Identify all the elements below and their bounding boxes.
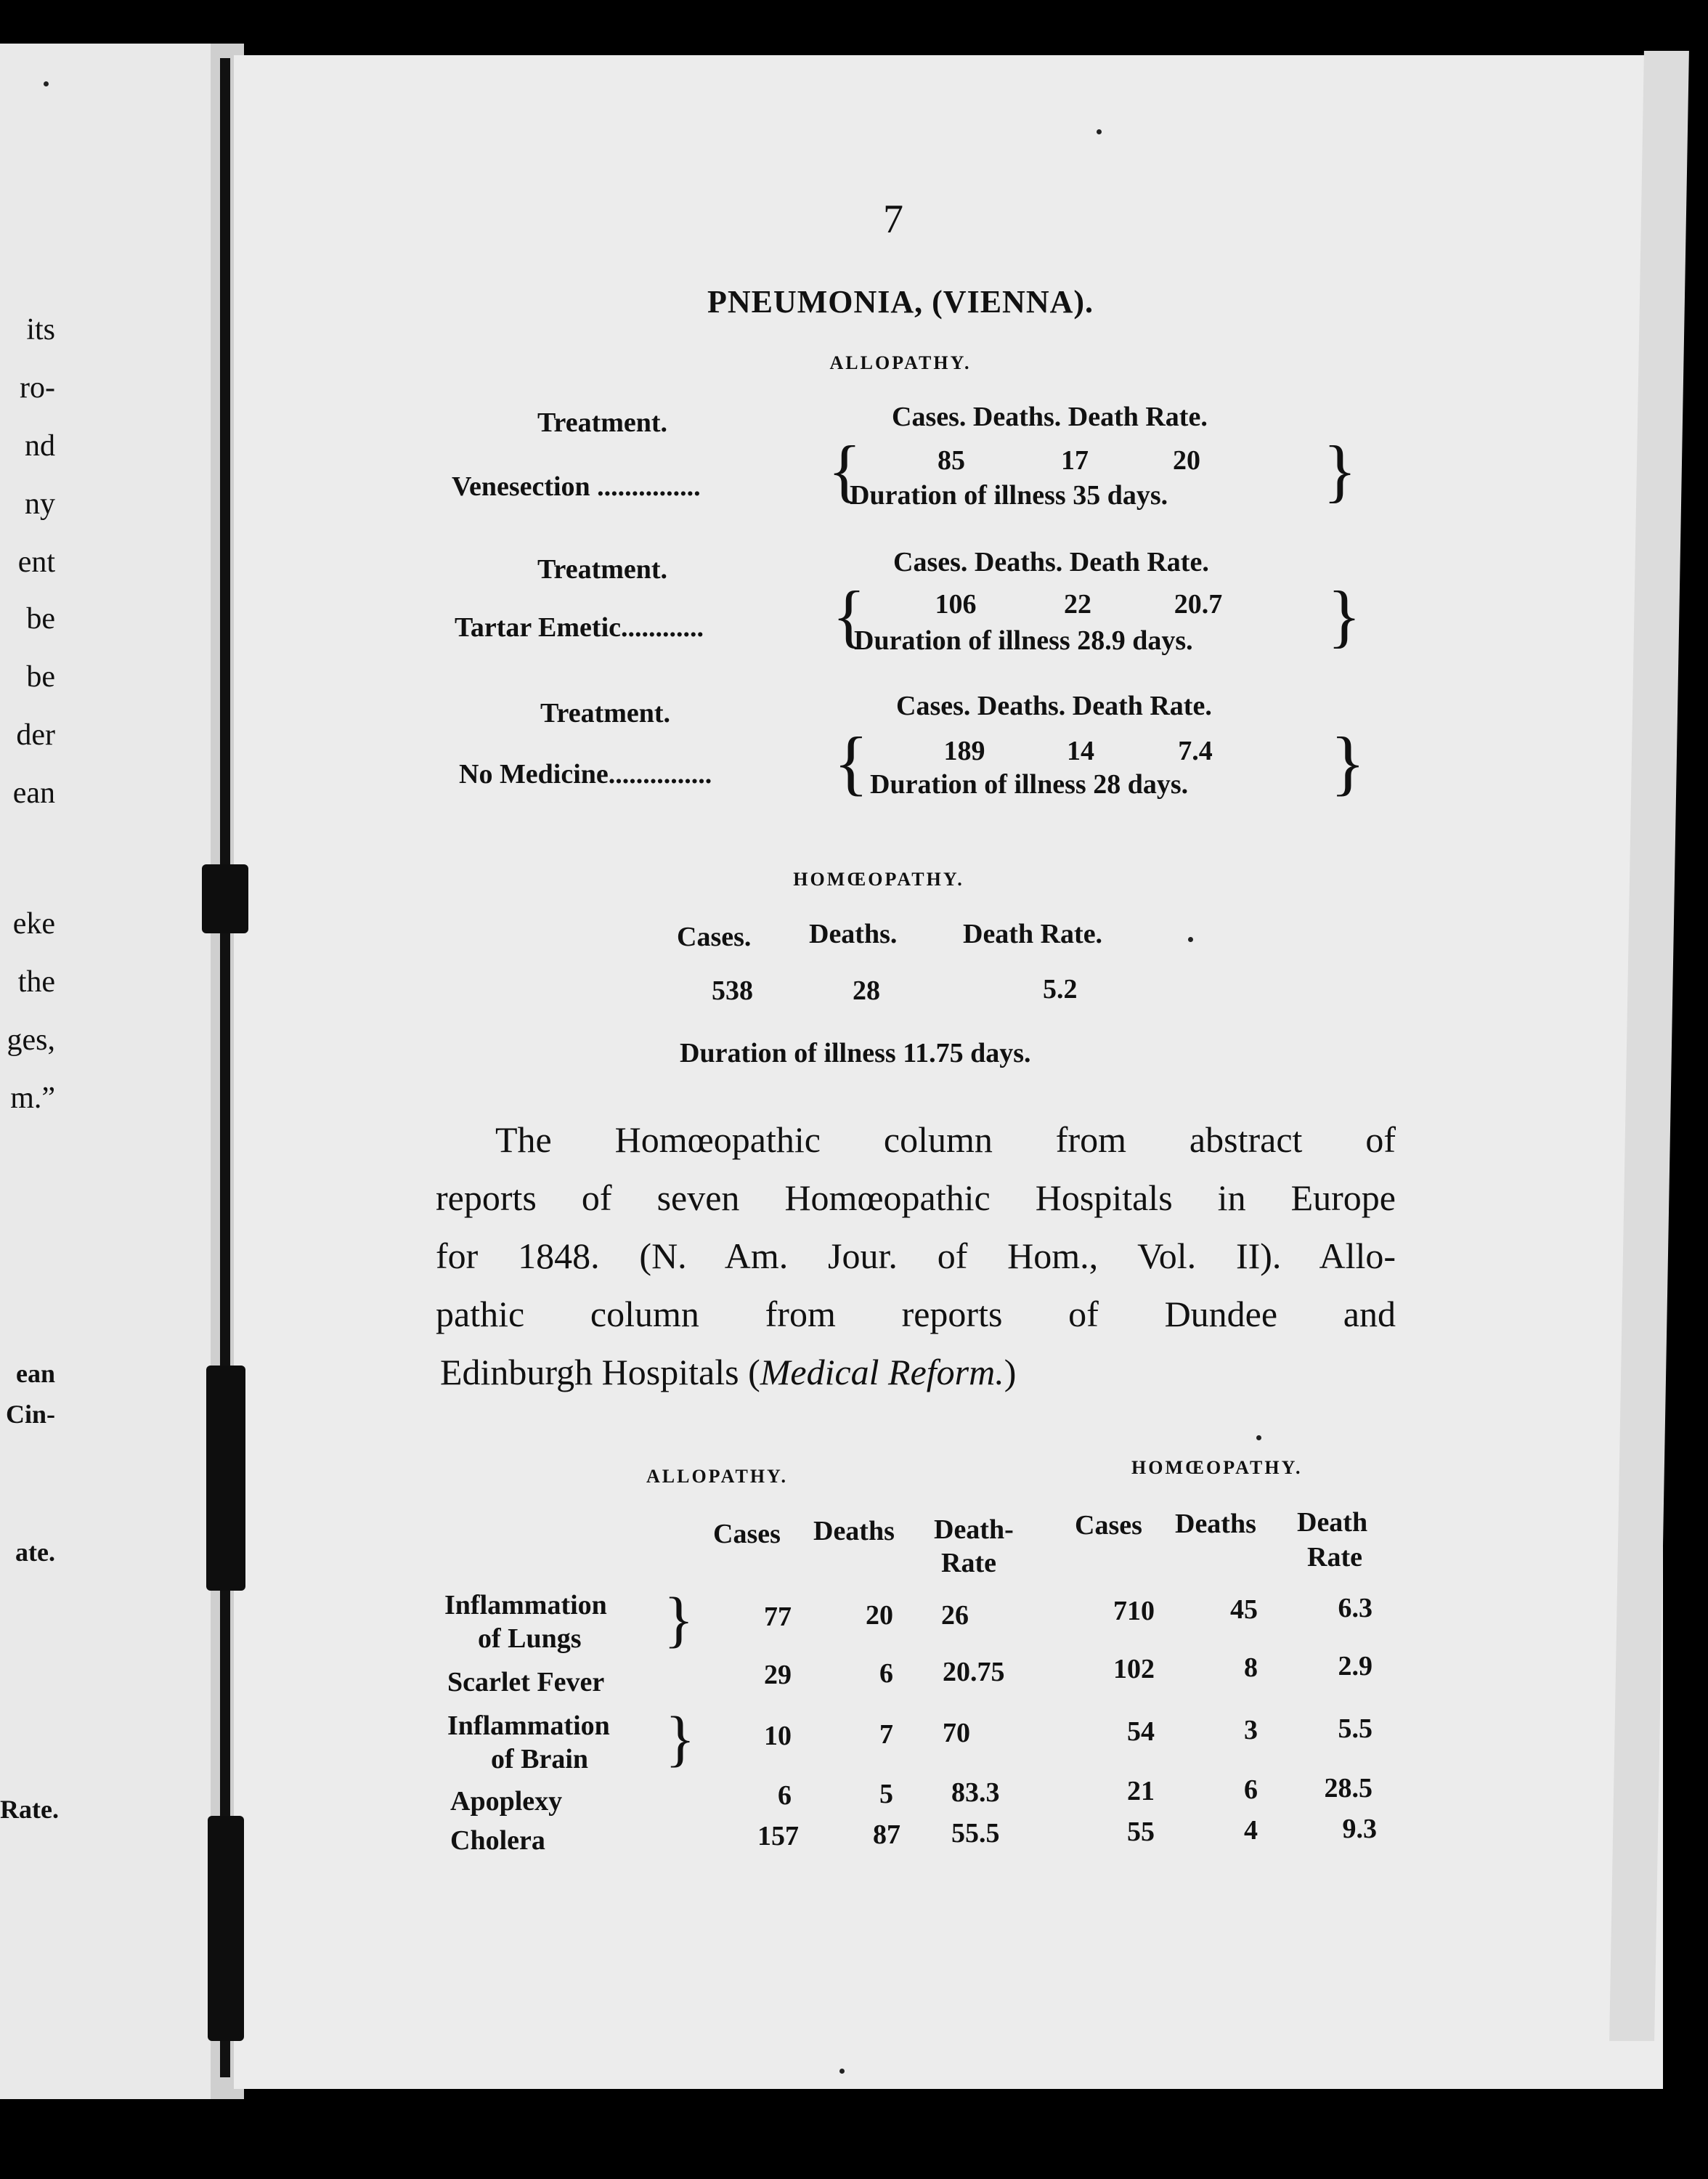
page-title: PNEUMONIA, (VIENNA). — [707, 284, 1094, 320]
left-fragment: der — [16, 718, 55, 752]
left-fragment: its — [26, 313, 55, 346]
left-fragment: ro- — [20, 371, 55, 405]
death-rate-value: 7.4 — [1178, 736, 1213, 766]
allo-rate-header: Rate — [941, 1548, 996, 1578]
treatment-name: No Medicine............... — [459, 759, 712, 790]
homo-rate-value: 2.9 — [1338, 1651, 1372, 1681]
paragraph-line: pathic column from reports of Dundee and — [436, 1294, 1396, 1334]
disease-name: of Lungs — [478, 1623, 582, 1654]
left-fragment: ent — [17, 545, 55, 579]
left-fragment: ean — [16, 1359, 55, 1388]
print-speck — [1188, 937, 1193, 942]
cases-header: Cases. — [677, 922, 752, 952]
disease-name: Scarlet Fever — [447, 1667, 605, 1697]
allo-cases-value: 157 — [757, 1821, 799, 1851]
right-brace: } — [1323, 431, 1357, 509]
allo-deaths-value: 6 — [879, 1658, 893, 1689]
left-brace: { — [834, 722, 869, 803]
death-rate-value: 20 — [1173, 445, 1200, 476]
paragraph-line: reports of seven Homœopathic Hospitals in Europe — [436, 1177, 1396, 1218]
paragraph-line: for 1848. (N. Am. Jour. of Hom., Vol. II). Allo- — [436, 1235, 1396, 1276]
allopathy-column-heading: ALLOPATHY. — [646, 1466, 788, 1487]
treatment-header: Treatment. — [537, 554, 668, 585]
row-brace: } — [665, 1703, 696, 1773]
paragraph-line — [440, 1351, 1016, 1393]
disease-name: Cholera — [450, 1825, 545, 1856]
homo-deaths-value: 4 — [1244, 1815, 1258, 1846]
cases-value: 189 — [943, 736, 985, 766]
left-fragment: be — [26, 660, 55, 694]
treatment-name: Venesection ............... — [452, 471, 701, 502]
homo-rate-header: Death — [1297, 1507, 1368, 1538]
homo-deaths-value: 6 — [1244, 1774, 1258, 1805]
right-brace: } — [1327, 577, 1362, 654]
allo-deaths-value: 87 — [873, 1819, 900, 1850]
homo-cases-value: 710 — [1113, 1596, 1155, 1626]
paragraph-text: Edinburgh Hospitals ( — [440, 1352, 760, 1392]
allopathy-heading: ALLOPATHY. — [829, 352, 972, 373]
allo-rate-value: 20.75 — [943, 1657, 1005, 1687]
page-number: 7 — [883, 197, 903, 242]
disease-name: Apoplexy — [450, 1786, 563, 1817]
print-speck — [1097, 129, 1102, 134]
left-fragment: Cin- — [5, 1400, 55, 1429]
homo-rate-header: Rate — [1307, 1542, 1362, 1573]
allo-rate-value: 55.5 — [951, 1818, 1000, 1849]
duration-text: Duration of illness 35 days. — [850, 480, 1168, 511]
left-fragment: the — [17, 965, 55, 999]
left-fragment: ean — [12, 776, 55, 810]
treatment-header: Treatment. — [540, 698, 671, 729]
allo-rate-value: 70 — [943, 1718, 970, 1748]
allo-deaths-value: 20 — [866, 1600, 893, 1631]
print-speck — [839, 2069, 845, 2074]
homo-rate-value: 5.5 — [1338, 1713, 1372, 1744]
allo-rate-value: 26 — [941, 1600, 969, 1631]
disease-name: Inflammation — [447, 1711, 610, 1741]
binding-thread-mark — [208, 1816, 244, 2041]
death-rate-value: 20.7 — [1174, 589, 1223, 620]
disease-name: Inflammation — [444, 1590, 607, 1620]
left-fragment: ate. — [15, 1538, 55, 1567]
left-fragment: nd — [25, 429, 55, 463]
homo-cases-value: 102 — [1113, 1654, 1155, 1684]
allo-rate-header: Death- — [934, 1514, 1014, 1545]
left-brace: { — [832, 577, 866, 654]
stats-header: Cases. Deaths. Death Rate. — [896, 691, 1212, 721]
stats-header: Cases. Deaths. Death Rate. — [893, 547, 1209, 577]
homo-cases-value: 21 — [1127, 1776, 1155, 1806]
binding-thread-mark — [206, 1366, 245, 1591]
death-rate-header: Death Rate. — [963, 919, 1103, 949]
allo-cases-header: Cases — [713, 1519, 781, 1549]
allo-deaths-header: Deaths — [813, 1516, 895, 1546]
paragraph-line: The Homœopathic column from abstract of — [495, 1119, 1396, 1160]
treatment-name: Tartar Emetic............ — [455, 612, 704, 643]
left-fragment: eke — [12, 907, 55, 941]
homo-deaths-header: Deaths — [1175, 1509, 1256, 1539]
spine-binding — [220, 58, 230, 2077]
allo-cases-value: 6 — [778, 1780, 792, 1811]
left-fragment: ny — [25, 487, 55, 521]
deaths-value: 14 — [1067, 736, 1094, 766]
duration-text: Duration of illness 28 days. — [870, 769, 1189, 800]
death-rate-value: 5.2 — [1043, 974, 1078, 1005]
cases-value: 538 — [712, 975, 753, 1006]
homo-rate-value: 6.3 — [1338, 1593, 1372, 1623]
left-page — [0, 44, 231, 2099]
duration-text: Duration of illness 28.9 days. — [854, 625, 1193, 656]
cases-value: 85 — [938, 445, 965, 476]
treatment-header: Treatment. — [537, 407, 668, 438]
disease-name: of Brain — [491, 1744, 589, 1774]
paragraph-text: ) — [1004, 1352, 1017, 1392]
allo-deaths-value: 5 — [879, 1779, 893, 1809]
left-fragment: m.” — [10, 1082, 55, 1115]
print-speck — [1256, 1435, 1261, 1440]
allo-rate-value: 83.3 — [951, 1777, 1000, 1808]
homo-rate-value: 28.5 — [1324, 1773, 1372, 1803]
row-brace: } — [664, 1584, 694, 1654]
homo-deaths-value: 8 — [1244, 1652, 1258, 1683]
homoeopathy-column-heading: HOMŒOPATHY. — [1131, 1457, 1303, 1478]
homo-cases-header: Cases — [1075, 1510, 1142, 1541]
deaths-value: 28 — [853, 975, 880, 1006]
deaths-value: 22 — [1064, 589, 1091, 620]
right-brace: } — [1330, 722, 1365, 803]
italic-citation: Medical Reform. — [760, 1352, 1004, 1392]
left-fragment: be — [26, 602, 55, 636]
duration-text: Duration of illness 11.75 days. — [680, 1038, 1031, 1068]
homo-cases-value: 54 — [1127, 1716, 1155, 1747]
left-fragment: Rate. — [0, 1795, 59, 1824]
homo-deaths-value: 3 — [1244, 1715, 1258, 1745]
homo-rate-value: 9.3 — [1342, 1814, 1377, 1844]
homo-cases-value: 55 — [1127, 1817, 1155, 1847]
stats-header: Cases. Deaths. Death Rate. — [892, 402, 1208, 432]
left-brace: { — [828, 431, 862, 509]
print-speck — [44, 81, 49, 86]
allo-cases-value: 29 — [764, 1660, 792, 1690]
binding-thread-mark — [202, 864, 248, 933]
allo-cases-value: 77 — [764, 1602, 792, 1632]
allo-deaths-value: 7 — [879, 1719, 893, 1750]
deaths-value: 17 — [1061, 445, 1089, 476]
allo-cases-value: 10 — [764, 1721, 792, 1751]
left-fragment: ges, — [7, 1023, 55, 1057]
homo-deaths-value: 45 — [1230, 1594, 1258, 1625]
cases-value: 106 — [935, 589, 977, 620]
homoeopathy-heading: HOMŒOPATHY. — [793, 869, 964, 890]
deaths-header: Deaths. — [809, 919, 898, 949]
